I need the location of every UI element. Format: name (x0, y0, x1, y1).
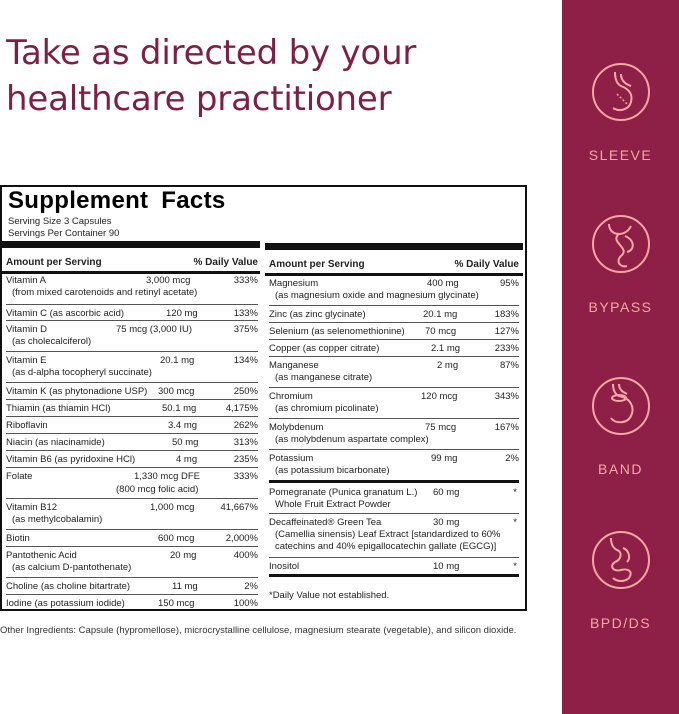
table-row (6, 532, 258, 547)
dv-header: % Daily Value (193, 257, 258, 268)
table-row (6, 501, 258, 530)
nutrient-dv: 375% (233, 324, 258, 335)
surgery-label: SLEEVE (588, 147, 653, 163)
serving-size: Serving Size 3 Capsules (8, 216, 112, 227)
table-row (6, 470, 258, 499)
table-row (269, 486, 519, 514)
nutrient-name: Decaffeinated® Green Tea (269, 517, 382, 528)
nutrient-name: Choline (as choline bitartrate) (6, 581, 131, 592)
surgery-band (562, 376, 679, 477)
right-mid-rule (265, 273, 523, 276)
nutrient-amount: 20.1 mg (160, 355, 195, 366)
dv-header: % Daily Value (454, 259, 519, 270)
nutrient-amount: 2 mg (437, 360, 459, 371)
nutrient-amount: 2.1 mg (431, 343, 461, 354)
nutrient-name: Vitamin C (as ascorbic acid) (6, 308, 125, 319)
nutrient-amount: 120 mcg (421, 391, 458, 402)
surgery-sleeve (562, 62, 679, 163)
nutrient-dv: 343% (494, 391, 519, 402)
right-thick-rule (265, 243, 523, 250)
nutrient-name: Folate (6, 471, 33, 482)
left-column-header (6, 257, 258, 268)
nutrient-name: Vitamin K (as phytonadione USP) (6, 386, 148, 397)
headline-line-1: Take as directed by your (6, 33, 417, 73)
nutrient-amount: 50 mg (172, 437, 199, 448)
nutrient-name: Selenium (as selenomethionine) (269, 326, 405, 337)
table-row (6, 274, 258, 305)
nutrient-amount: 10 mg (433, 561, 460, 572)
table-row (6, 323, 258, 352)
nutrient-amount: 99 mg (431, 453, 458, 464)
nutrient-dv: 400% (233, 550, 258, 561)
nutrient-source: (as potassium bicarbonate) (275, 465, 390, 476)
table-row (269, 421, 519, 450)
nutrient-amount: 11 mg (172, 581, 198, 592)
nutrient-dv: 2% (505, 453, 519, 464)
table-row (6, 419, 258, 434)
nutrient-dv: 233% (494, 343, 519, 354)
surgery-bypass (562, 214, 679, 315)
supplement-facts-panel (0, 185, 527, 611)
nutrient-dv: 41,667% (220, 502, 258, 513)
right-column-header (269, 259, 519, 270)
nutrient-amount: 1,330 mcg DFE (134, 471, 200, 482)
table-row (6, 549, 258, 578)
nutrient-name: Vitamin A (6, 275, 46, 286)
nutrient-amount: 50.1 mg (162, 403, 197, 414)
nutrient-source: (as d-alpha tocopheryl succinate) (12, 367, 152, 378)
nutrient-amount: 1,000 mcg (150, 502, 195, 513)
table-row (6, 385, 258, 400)
nutrient-name: Inositol (269, 561, 300, 572)
nutrient-name: Pantothenic Acid (6, 550, 77, 561)
nutrient-dv: 167% (494, 422, 519, 433)
dv-footnote: *Daily Value not established. (269, 590, 390, 601)
nutrient-amount: 150 mcg (158, 598, 195, 609)
amount-header: Amount per Serving (6, 257, 102, 268)
nutrient-name: Niacin (as niacinamide) (6, 437, 105, 448)
nutrient-dv: * (513, 487, 517, 498)
nutrient-name: Manganese (269, 360, 319, 371)
nutrient-name: Molybdenum (269, 422, 324, 433)
nutrient-dv: 235% (233, 454, 258, 465)
nutrient-dv: 2,000% (225, 533, 258, 544)
table-row (269, 342, 519, 357)
nutrient-dv: 127% (494, 326, 519, 337)
table-row (6, 597, 258, 612)
nutrient-amount: 70 mcg (425, 326, 457, 337)
table-row (269, 452, 519, 483)
amount-header: Amount per Serving (269, 259, 365, 270)
nutrient-source: (as chromium picolinate) (275, 403, 379, 414)
nutrient-dv: * (513, 561, 517, 572)
nutrient-dv: 87% (499, 360, 519, 371)
nutrient-source: Whole Fruit Extract Powder (275, 499, 391, 510)
table-row (6, 402, 258, 417)
stomach-bpdds-icon (591, 530, 651, 590)
other-ingredients: Other Ingredients: Capsule (hypromellose), microcrystalline cellulose, magnesium stearate (vegetable), and silicon dioxide. (0, 625, 517, 636)
table-row (269, 560, 519, 577)
stomach-band-icon (591, 376, 651, 436)
nutrient-dv: * (513, 517, 517, 528)
nutrient-dv: 333% (233, 471, 258, 482)
nutrient-dv: 262% (233, 420, 258, 431)
nutrient-dv: 133% (233, 308, 258, 319)
nutrient-amount: 20 mg (170, 550, 197, 561)
nutrient-dv: 313% (233, 437, 258, 448)
nutrient-amount: 400 mg (427, 278, 459, 289)
facts-title: Supplement Facts (8, 187, 226, 214)
nutrient-name: Vitamin B12 (6, 502, 58, 513)
headline-line-2: healthcare practitioner (6, 79, 392, 119)
nutrient-name: Zinc (as zinc glycinate) (269, 309, 366, 320)
nutrient-source: (as calcium D-pantothenate) (12, 562, 132, 573)
nutrient-dv: 2% (244, 581, 258, 592)
nutrient-amount: 300 mcg (158, 386, 195, 397)
table-row (269, 516, 519, 558)
nutrient-name: Vitamin B6 (as pyridoxine HCl) (6, 454, 136, 465)
table-row (269, 325, 519, 340)
nutrient-source: (as cholecalciferol) (12, 336, 92, 347)
nutrient-name: Vitamin D (6, 324, 48, 335)
nutrient-name: Biotin (6, 533, 30, 544)
servings-per-container: Servings Per Container 90 (8, 228, 120, 239)
table-row (6, 354, 258, 383)
nutrient-dv: 183% (494, 309, 519, 320)
left-thick-rule (2, 241, 260, 248)
table-row (6, 453, 258, 468)
nutrient-dv: 333% (233, 275, 258, 286)
nutrient-dv: 4,175% (225, 403, 258, 414)
nutrient-dv: 134% (233, 355, 258, 366)
nutrient-amount: 60 mg (433, 487, 460, 498)
table-row (269, 308, 519, 323)
table-row (269, 359, 519, 388)
nutrient-name: Vitamin E (6, 355, 47, 366)
nutrient-amount: 20.1 mg (423, 309, 458, 320)
nutrient-name: Pomegranate (Punica granatum L.) (269, 487, 418, 498)
nutrient-name: Copper (as copper citrate) (269, 343, 380, 354)
nutrient-amount: 30 mg (433, 517, 460, 528)
nutrient-name: Magnesium (269, 278, 319, 289)
nutrient-name: Iodine (as potassium iodide) (6, 598, 125, 609)
nutrient-dv: 95% (499, 278, 519, 289)
nutrient-source: (as methylcobalamin) (12, 514, 103, 525)
surgery-label: BYPASS (588, 299, 653, 315)
stomach-bypass-icon (591, 214, 651, 274)
nutrient-amount: 600 mcg (158, 533, 195, 544)
nutrient-dv: 250% (233, 386, 258, 397)
surgery-label: BAND (598, 461, 643, 477)
nutrient-name: Thiamin (as thiamin HCl) (6, 403, 111, 414)
table-row (269, 277, 519, 306)
nutrient-source: (Camellia sinensis) Leaf Extract [standardized to 60% (275, 529, 501, 540)
table-row (6, 436, 258, 451)
table-row (269, 390, 519, 419)
nutrient-amount: 75 mcg (425, 422, 457, 433)
nutrient-source: (as magnesium oxide and magnesium glycinate) (275, 290, 479, 301)
nutrient-source: (from mixed carotenoids and retinyl acetate) (12, 287, 198, 298)
table-row (6, 307, 258, 321)
nutrient-source: (as manganese citrate) (275, 372, 373, 383)
stomach-sleeve-icon (591, 62, 651, 122)
nutrient-dv: 100% (233, 598, 258, 609)
nutrient-name: Riboflavin (6, 420, 48, 431)
table-row (6, 580, 258, 595)
surgery-sidebar (562, 0, 679, 714)
surgery-bpdds (562, 530, 679, 631)
nutrient-amount: 75 mcg (3,000 IU) (116, 324, 193, 335)
nutrient-name: Chromium (269, 391, 313, 402)
nutrient-amount: 120 mg (166, 308, 198, 319)
nutrient-source-detail: catechins and 40% epigallocatechin gallate (EGCG)] (275, 541, 497, 552)
surgery-label: BPD/DS (589, 615, 652, 631)
nutrient-name: Potassium (269, 453, 314, 464)
nutrient-amount-detail: (800 mcg folic acid) (116, 484, 199, 495)
nutrient-source: (as molybdenum aspartate complex) (275, 434, 429, 445)
nutrient-amount: 3.4 mg (168, 420, 198, 431)
page-headline (6, 30, 546, 122)
nutrient-amount: 4 mg (176, 454, 198, 465)
nutrient-amount: 3,000 mcg (146, 275, 191, 286)
